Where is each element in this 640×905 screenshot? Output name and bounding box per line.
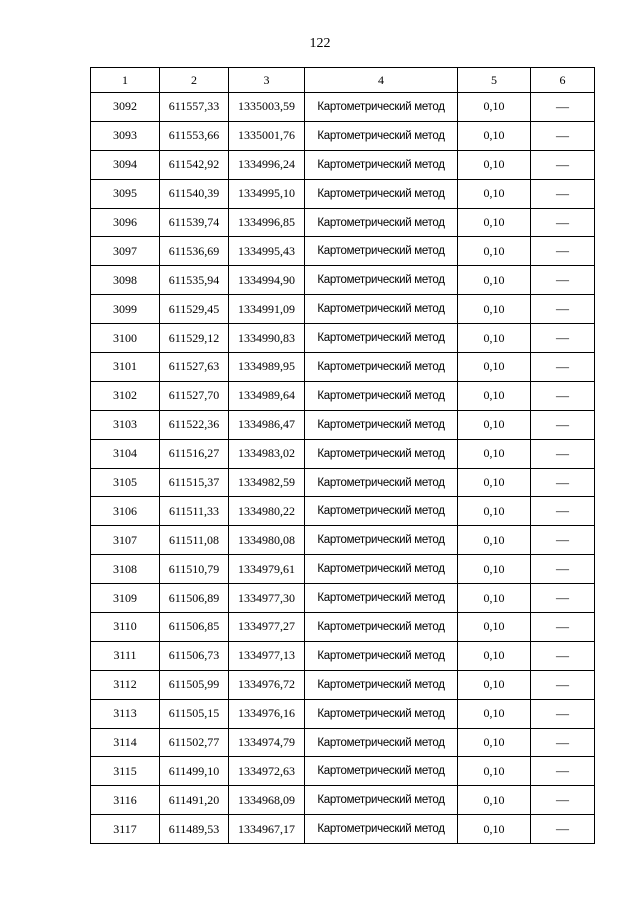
column-header-4: 4	[305, 68, 458, 93]
column-header-6: 6	[531, 68, 595, 93]
method-cell: Картометрический метод	[305, 641, 458, 670]
point-number-cell: 3109	[91, 584, 160, 613]
x-coordinate-cell: 611499,10	[160, 757, 229, 786]
table-row	[91, 439, 595, 468]
note-cell: —	[531, 179, 595, 208]
note-cell: —	[531, 555, 595, 584]
x-coordinate-cell: 611522,36	[160, 410, 229, 439]
method-cell: Картометрический метод	[305, 757, 458, 786]
x-coordinate-cell: 611529,45	[160, 295, 229, 324]
table-row	[91, 815, 595, 844]
point-number-cell: 3110	[91, 613, 160, 642]
point-number-cell: 3102	[91, 381, 160, 410]
note-cell: —	[531, 410, 595, 439]
point-number-cell: 3111	[91, 641, 160, 670]
column-header-5: 5	[458, 68, 531, 93]
table-row	[91, 266, 595, 295]
accuracy-cell: 0,10	[458, 381, 531, 410]
point-number-cell: 3096	[91, 208, 160, 237]
method-cell: Картометрический метод	[305, 295, 458, 324]
method-cell: Картометрический метод	[305, 150, 458, 179]
method-cell: Картометрический метод	[305, 93, 458, 122]
note-cell: —	[531, 786, 595, 815]
y-coordinate-cell: 1334976,72	[229, 670, 305, 699]
point-number-cell: 3114	[91, 728, 160, 757]
table-row	[91, 757, 595, 786]
y-coordinate-cell: 1334983,02	[229, 439, 305, 468]
accuracy-cell: 0,10	[458, 728, 531, 757]
x-coordinate-cell: 611491,20	[160, 786, 229, 815]
accuracy-cell: 0,10	[458, 555, 531, 584]
x-coordinate-cell: 611536,69	[160, 237, 229, 266]
point-number-cell: 3104	[91, 439, 160, 468]
accuracy-cell: 0,10	[458, 786, 531, 815]
note-cell: —	[531, 237, 595, 266]
accuracy-cell: 0,10	[458, 468, 531, 497]
note-cell: —	[531, 641, 595, 670]
table-row	[91, 179, 595, 208]
note-cell: —	[531, 381, 595, 410]
note-cell: —	[531, 93, 595, 122]
y-coordinate-cell: 1334996,85	[229, 208, 305, 237]
point-number-cell: 3101	[91, 353, 160, 382]
method-cell: Картометрический метод	[305, 497, 458, 526]
method-cell: Картометрический метод	[305, 613, 458, 642]
accuracy-cell: 0,10	[458, 121, 531, 150]
table-row	[91, 410, 595, 439]
y-coordinate-cell: 1334972,63	[229, 757, 305, 786]
accuracy-cell: 0,10	[458, 439, 531, 468]
x-coordinate-cell: 611529,12	[160, 324, 229, 353]
y-coordinate-cell: 1335003,59	[229, 93, 305, 122]
y-coordinate-cell: 1334986,47	[229, 410, 305, 439]
x-coordinate-cell: 611539,74	[160, 208, 229, 237]
y-coordinate-cell: 1334974,79	[229, 728, 305, 757]
method-cell: Картометрический метод	[305, 353, 458, 382]
point-number-cell: 3095	[91, 179, 160, 208]
point-number-cell: 3103	[91, 410, 160, 439]
method-cell: Картометрический метод	[305, 555, 458, 584]
y-coordinate-cell: 1334979,61	[229, 555, 305, 584]
y-coordinate-cell: 1334995,10	[229, 179, 305, 208]
note-cell: —	[531, 613, 595, 642]
note-cell: —	[531, 757, 595, 786]
column-header-2: 2	[160, 68, 229, 93]
method-cell: Картометрический метод	[305, 526, 458, 555]
accuracy-cell: 0,10	[458, 641, 531, 670]
x-coordinate-cell: 611516,27	[160, 439, 229, 468]
note-cell: —	[531, 439, 595, 468]
x-coordinate-cell: 611515,37	[160, 468, 229, 497]
point-number-cell: 3105	[91, 468, 160, 497]
point-number-cell: 3115	[91, 757, 160, 786]
x-coordinate-cell: 611506,89	[160, 584, 229, 613]
x-coordinate-cell: 611511,08	[160, 526, 229, 555]
method-cell: Картометрический метод	[305, 266, 458, 295]
point-number-cell: 3094	[91, 150, 160, 179]
method-cell: Картометрический метод	[305, 208, 458, 237]
method-cell: Картометрический метод	[305, 728, 458, 757]
table-row	[91, 324, 595, 353]
point-number-cell: 3107	[91, 526, 160, 555]
x-coordinate-cell: 611535,94	[160, 266, 229, 295]
y-coordinate-cell: 1334976,16	[229, 699, 305, 728]
accuracy-cell: 0,10	[458, 526, 531, 555]
method-cell: Картометрический метод	[305, 324, 458, 353]
accuracy-cell: 0,10	[458, 266, 531, 295]
note-cell: —	[531, 468, 595, 497]
x-coordinate-cell: 611505,15	[160, 699, 229, 728]
table-header	[91, 68, 595, 93]
note-cell: —	[531, 150, 595, 179]
point-number-cell: 3116	[91, 786, 160, 815]
y-coordinate-cell: 1335001,76	[229, 121, 305, 150]
table-row	[91, 526, 595, 555]
table-row	[91, 468, 595, 497]
point-number-cell: 3113	[91, 699, 160, 728]
y-coordinate-cell: 1334980,08	[229, 526, 305, 555]
accuracy-cell: 0,10	[458, 757, 531, 786]
accuracy-cell: 0,10	[458, 613, 531, 642]
method-cell: Картометрический метод	[305, 699, 458, 728]
x-coordinate-cell: 611542,92	[160, 150, 229, 179]
header-row	[91, 68, 595, 93]
method-cell: Картометрический метод	[305, 410, 458, 439]
method-cell: Картометрический метод	[305, 670, 458, 699]
accuracy-cell: 0,10	[458, 353, 531, 382]
y-coordinate-cell: 1334968,09	[229, 786, 305, 815]
note-cell: —	[531, 295, 595, 324]
accuracy-cell: 0,10	[458, 670, 531, 699]
note-cell: —	[531, 670, 595, 699]
point-number-cell: 3093	[91, 121, 160, 150]
note-cell: —	[531, 497, 595, 526]
x-coordinate-cell: 611506,73	[160, 641, 229, 670]
table-row	[91, 381, 595, 410]
accuracy-cell: 0,10	[458, 584, 531, 613]
y-coordinate-cell: 1334977,27	[229, 613, 305, 642]
y-coordinate-cell: 1334990,83	[229, 324, 305, 353]
point-number-cell: 3099	[91, 295, 160, 324]
point-number-cell: 3106	[91, 497, 160, 526]
y-coordinate-cell: 1334995,43	[229, 237, 305, 266]
x-coordinate-cell: 611506,85	[160, 613, 229, 642]
table-row	[91, 613, 595, 642]
table-row	[91, 121, 595, 150]
table-row	[91, 555, 595, 584]
note-cell: —	[531, 728, 595, 757]
method-cell: Картометрический метод	[305, 786, 458, 815]
method-cell: Картометрический метод	[305, 815, 458, 844]
point-number-cell: 3117	[91, 815, 160, 844]
y-coordinate-cell: 1334967,17	[229, 815, 305, 844]
x-coordinate-cell: 611510,79	[160, 555, 229, 584]
x-coordinate-cell: 611527,63	[160, 353, 229, 382]
table-row	[91, 295, 595, 324]
table-body	[91, 93, 595, 844]
table-row	[91, 786, 595, 815]
method-cell: Картометрический метод	[305, 381, 458, 410]
point-number-cell: 3092	[91, 93, 160, 122]
method-cell: Картометрический метод	[305, 179, 458, 208]
note-cell: —	[531, 584, 595, 613]
y-coordinate-cell: 1334982,59	[229, 468, 305, 497]
accuracy-cell: 0,10	[458, 815, 531, 844]
point-number-cell: 3097	[91, 237, 160, 266]
table-row	[91, 208, 595, 237]
x-coordinate-cell: 611489,53	[160, 815, 229, 844]
x-coordinate-cell: 611527,70	[160, 381, 229, 410]
method-cell: Картометрический метод	[305, 439, 458, 468]
method-cell: Картометрический метод	[305, 468, 458, 497]
method-cell: Картометрический метод	[305, 121, 458, 150]
table-row	[91, 699, 595, 728]
coordinates-table	[90, 67, 595, 844]
note-cell: —	[531, 324, 595, 353]
y-coordinate-cell: 1334996,24	[229, 150, 305, 179]
note-cell: —	[531, 121, 595, 150]
note-cell: —	[531, 699, 595, 728]
table-row	[91, 670, 595, 699]
method-cell: Картометрический метод	[305, 584, 458, 613]
y-coordinate-cell: 1334989,95	[229, 353, 305, 382]
accuracy-cell: 0,10	[458, 410, 531, 439]
method-cell: Картометрический метод	[305, 237, 458, 266]
table-row	[91, 497, 595, 526]
accuracy-cell: 0,10	[458, 497, 531, 526]
table-row	[91, 150, 595, 179]
point-number-cell: 3108	[91, 555, 160, 584]
note-cell: —	[531, 208, 595, 237]
page-number: 122	[309, 36, 331, 51]
table-row	[91, 641, 595, 670]
x-coordinate-cell: 611553,66	[160, 121, 229, 150]
point-number-cell: 3112	[91, 670, 160, 699]
y-coordinate-cell: 1334991,09	[229, 295, 305, 324]
note-cell: —	[531, 815, 595, 844]
accuracy-cell: 0,10	[458, 208, 531, 237]
table-row	[91, 237, 595, 266]
table-row	[91, 353, 595, 382]
accuracy-cell: 0,10	[458, 699, 531, 728]
column-header-3: 3	[229, 68, 305, 93]
table-row	[91, 584, 595, 613]
x-coordinate-cell: 611557,33	[160, 93, 229, 122]
accuracy-cell: 0,10	[458, 150, 531, 179]
y-coordinate-cell: 1334977,30	[229, 584, 305, 613]
point-number-cell: 3098	[91, 266, 160, 295]
accuracy-cell: 0,10	[458, 179, 531, 208]
note-cell: —	[531, 353, 595, 382]
y-coordinate-cell: 1334994,90	[229, 266, 305, 295]
note-cell: —	[531, 266, 595, 295]
accuracy-cell: 0,10	[458, 295, 531, 324]
accuracy-cell: 0,10	[458, 324, 531, 353]
y-coordinate-cell: 1334977,13	[229, 641, 305, 670]
y-coordinate-cell: 1334989,64	[229, 381, 305, 410]
table-row	[91, 728, 595, 757]
y-coordinate-cell: 1334980,22	[229, 497, 305, 526]
column-header-1: 1	[91, 68, 160, 93]
x-coordinate-cell: 611505,99	[160, 670, 229, 699]
accuracy-cell: 0,10	[458, 93, 531, 122]
point-number-cell: 3100	[91, 324, 160, 353]
x-coordinate-cell: 611540,39	[160, 179, 229, 208]
note-cell: —	[531, 526, 595, 555]
table-row	[91, 93, 595, 122]
x-coordinate-cell: 611502,77	[160, 728, 229, 757]
accuracy-cell: 0,10	[458, 237, 531, 266]
x-coordinate-cell: 611511,33	[160, 497, 229, 526]
